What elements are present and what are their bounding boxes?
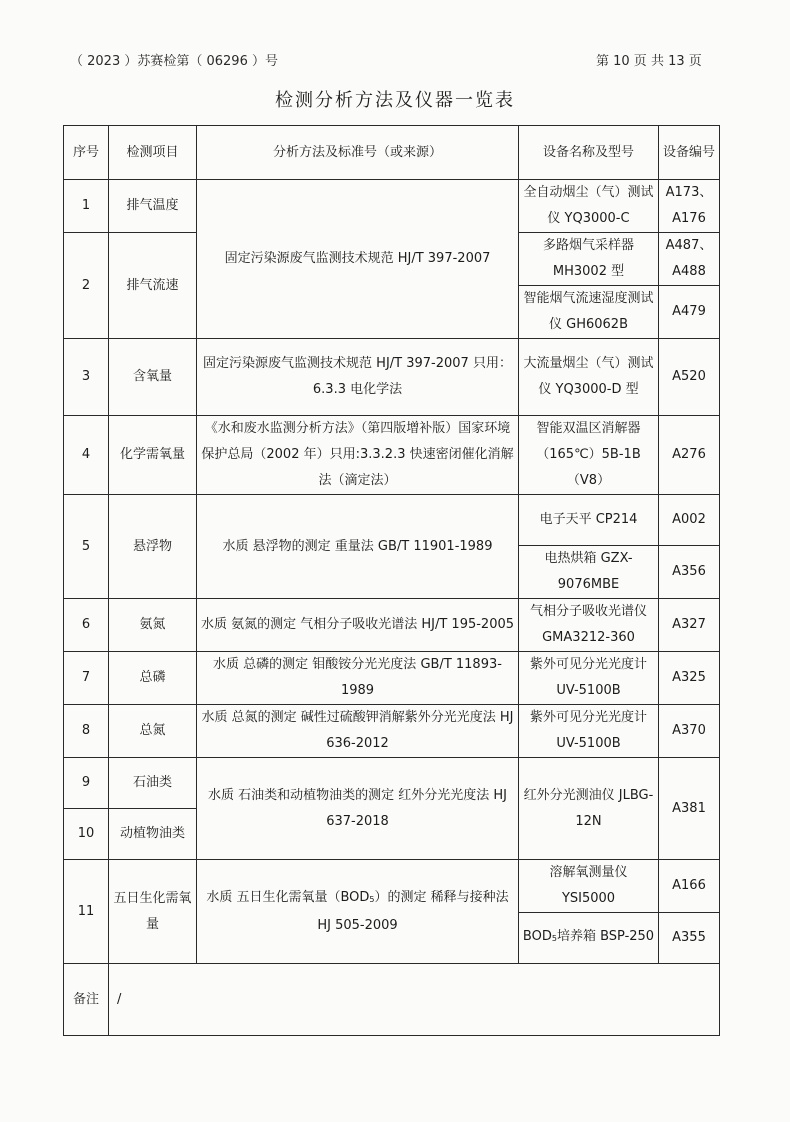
row-method: 水质 总磷的测定 钼酸铵分光光度法 GB/T 11893-1989 <box>197 652 519 705</box>
row-no: 8 <box>64 705 109 758</box>
row-equip-no: A370 <box>659 705 720 758</box>
header-item: 检测项目 <box>109 126 197 180</box>
row-no: 1 <box>64 180 109 233</box>
table-row <box>64 860 720 913</box>
row-equipment: 红外分光测油仪 JLBG-12N <box>519 758 659 860</box>
row-no: 11 <box>64 860 109 964</box>
row-equip-no: A355 <box>659 913 720 964</box>
row-equipment: 大流量烟尘（气）测试仪 YQ3000-D 型 <box>519 339 659 416</box>
row-no: 5 <box>64 495 109 599</box>
row-equip-no: A381 <box>659 758 720 860</box>
row-no: 3 <box>64 339 109 416</box>
remarks-row <box>64 964 720 1036</box>
table-row <box>64 705 720 758</box>
row-method: 水质 石油类和动植物油类的测定 红外分光光度法 HJ 637-2018 <box>197 758 519 860</box>
row-equipment: BOD5培养箱 BSP-250 <box>519 913 659 964</box>
row-equip-no: A276 <box>659 416 720 495</box>
row-equip-no: A327 <box>659 599 720 652</box>
row-equipment: 电热烘箱 GZX-9076MBE <box>519 546 659 599</box>
remarks-label: 备注 <box>64 964 109 1036</box>
row-item: 排气流速 <box>109 233 197 339</box>
row-no: 6 <box>64 599 109 652</box>
header-method: 分析方法及标准号（或来源） <box>197 126 519 180</box>
table-row <box>64 339 720 416</box>
row-equipment: 多路烟气采样器 MH3002 型 <box>519 233 659 286</box>
row-item: 氨氮 <box>109 599 197 652</box>
table-row <box>64 652 720 705</box>
row-equip-no: A487、A488 <box>659 233 720 286</box>
row-equip-no: A002 <box>659 495 720 546</box>
table-row <box>64 416 720 495</box>
row-method: 固定污染源废气监测技术规范 HJ/T 397-2007 <box>197 180 519 339</box>
row-no: 10 <box>64 809 109 860</box>
row-equipment: 紫外可见分光光度计 UV-5100B <box>519 652 659 705</box>
table-row <box>64 180 720 233</box>
page-info: 第 10 页 共 13 页 <box>596 54 702 69</box>
row-item: 动植物油类 <box>109 809 197 860</box>
row-item: 五日生化需氧量 <box>109 860 197 964</box>
row-method: 水质 氨氮的测定 气相分子吸收光谱法 HJ/T 195-2005 <box>197 599 519 652</box>
row-method: 水质 悬浮物的测定 重量法 GB/T 11901-1989 <box>197 495 519 599</box>
row-item: 总氮 <box>109 705 197 758</box>
row-item: 化学需氧量 <box>109 416 197 495</box>
page-title: 检测分析方法及仪器一览表 <box>275 90 515 111</box>
row-equipment: 气相分子吸收光谱仪 GMA3212-360 <box>519 599 659 652</box>
row-equipment: 智能烟气流速湿度测试仪 GH6062B <box>519 286 659 339</box>
row-equipment: 智能双温区消解器（165℃）5B-1B（V8） <box>519 416 659 495</box>
row-equip-no: A173、A176 <box>659 180 720 233</box>
row-equip-no: A325 <box>659 652 720 705</box>
table-row <box>64 599 720 652</box>
row-equipment: 紫外可见分光光度计 UV-5100B <box>519 705 659 758</box>
table-header-row <box>64 126 720 180</box>
row-item: 石油类 <box>109 758 197 809</box>
header-no: 序号 <box>64 126 109 180</box>
row-equip-no: A166 <box>659 860 720 913</box>
row-item: 悬浮物 <box>109 495 197 599</box>
row-no: 7 <box>64 652 109 705</box>
row-equip-no: A356 <box>659 546 720 599</box>
table-row <box>64 495 720 546</box>
row-item: 总磷 <box>109 652 197 705</box>
row-method: 固定污染源废气监测技术规范 HJ/T 397-2007 只用：6.3.3 电化学法 <box>197 339 519 416</box>
row-equipment: 全自动烟尘（气）测试仪 YQ3000-C <box>519 180 659 233</box>
method-instrument-table <box>63 125 720 1036</box>
row-no: 9 <box>64 758 109 809</box>
row-equip-no: A520 <box>659 339 720 416</box>
row-equipment: 电子天平 CP214 <box>519 495 659 546</box>
remarks-text: / <box>109 964 720 1036</box>
report-number: （ 2023 ）苏赛检第（ 06296 ）号 <box>70 54 278 69</box>
row-item: 排气温度 <box>109 180 197 233</box>
table-row <box>64 758 720 809</box>
row-no: 4 <box>64 416 109 495</box>
header-equip-no: 设备编号 <box>659 126 720 180</box>
row-no: 2 <box>64 233 109 339</box>
row-equipment: 溶解氧测量仪 YSI5000 <box>519 860 659 913</box>
header-equipment: 设备名称及型号 <box>519 126 659 180</box>
row-method: 《水和废水监测分析方法》（第四版增补版）国家环境保护总局（2002 年）只用:3.3.2.3 快速密闭催化消解法（滴定法） <box>197 416 519 495</box>
row-method: 水质 总氮的测定 碱性过硫酸钾消解紫外分光光度法 HJ 636-2012 <box>197 705 519 758</box>
row-equip-no: A479 <box>659 286 720 339</box>
row-method: 水质 五日生化需氧量（BOD5）的测定 稀释与接种法 HJ 505-2009 <box>197 860 519 964</box>
row-item: 含氧量 <box>109 339 197 416</box>
